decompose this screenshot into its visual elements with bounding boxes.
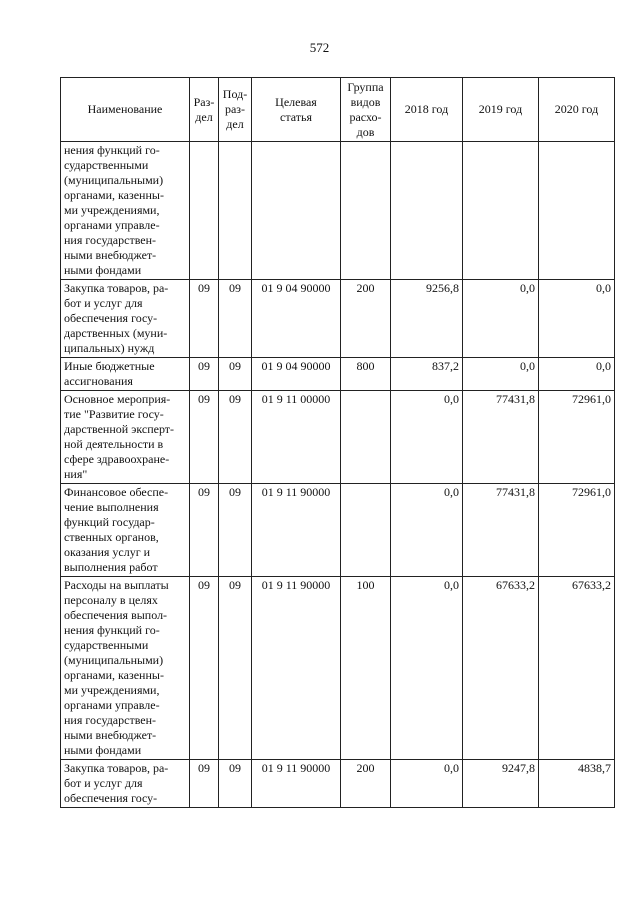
row-group: 200 [341, 280, 391, 358]
row-subsection: 09 [219, 358, 252, 391]
row-target: 01 9 11 90000 [252, 484, 341, 577]
row-2018: 0,0 [391, 760, 463, 808]
row-section: 09 [190, 280, 219, 358]
row-2018: 0,0 [391, 577, 463, 760]
row-2019: 67633,2 [463, 577, 539, 760]
row-2019 [463, 142, 539, 280]
table-row [61, 358, 615, 391]
row-name: нения функций го- сударственными (муниципальными) органами, казенны- ми учреждениями, органами управле- ния государствен- ными внебюджет- ными фондами [61, 142, 190, 280]
row-section: 09 [190, 760, 219, 808]
table-header-row [61, 78, 615, 142]
row-subsection: 09 [219, 280, 252, 358]
page-number: 572 [309, 40, 330, 55]
row-target [252, 142, 341, 280]
row-subsection: 09 [219, 577, 252, 760]
row-2020: 67633,2 [539, 577, 615, 760]
row-target: 01 9 11 00000 [252, 391, 341, 484]
row-2020: 72961,0 [539, 391, 615, 484]
table-row [61, 142, 615, 280]
header-2018: 2018 год [391, 78, 463, 142]
row-2018: 9256,8 [391, 280, 463, 358]
row-section: 09 [190, 577, 219, 760]
row-name: Расходы на выплаты персоналу в целях обеспечения выпол- нения функций го- сударственными (муниципальными) органами, казенны- ми учреждениями, органами управле- ния государствен- ными внебюджет- ными фондами [61, 577, 190, 760]
table-row [61, 391, 615, 484]
header-group: Группа видов расхо- дов [341, 78, 391, 142]
row-section: 09 [190, 358, 219, 391]
table-row [61, 760, 615, 808]
row-2019: 0,0 [463, 280, 539, 358]
row-subsection: 09 [219, 484, 252, 577]
row-2018: 837,2 [391, 358, 463, 391]
row-2018: 0,0 [391, 391, 463, 484]
row-target: 01 9 11 90000 [252, 577, 341, 760]
budget-table [60, 77, 615, 808]
row-group: 100 [341, 577, 391, 760]
table-row [61, 280, 615, 358]
table-row [61, 484, 615, 577]
row-section: 09 [190, 484, 219, 577]
row-2018: 0,0 [391, 484, 463, 577]
row-2020 [539, 142, 615, 280]
row-name: Закупка товаров, ра- бот и услуг для обеспечения госу- дарственных (муни- ципальных) нужд [61, 280, 190, 358]
header-target: Целевая статья [252, 78, 341, 142]
row-2019: 77431,8 [463, 484, 539, 577]
row-name: Финансовое обеспе- чение выполнения функций государ- ственных органов, оказания услуг и выполнения работ [61, 484, 190, 577]
row-subsection: 09 [219, 760, 252, 808]
header-section: Раз- дел [190, 78, 219, 142]
row-2019: 77431,8 [463, 391, 539, 484]
row-group [341, 142, 391, 280]
header-2020: 2020 год [539, 78, 615, 142]
row-subsection: 09 [219, 391, 252, 484]
row-2019: 0,0 [463, 358, 539, 391]
row-2020: 0,0 [539, 358, 615, 391]
table-row [61, 577, 615, 760]
header-subsection: Под- раз- дел [219, 78, 252, 142]
row-subsection [219, 142, 252, 280]
row-section [190, 142, 219, 280]
row-name: Иные бюджетные ассигнования [61, 358, 190, 391]
table-body [61, 142, 615, 808]
row-name: Основное мероприя- тие "Развитие госу- дарственной эксперт- ной деятельности в сфере здравоохране- ния" [61, 391, 190, 484]
row-target: 01 9 04 90000 [252, 280, 341, 358]
header-2019: 2019 год [463, 78, 539, 142]
row-name: Закупка товаров, ра- бот и услуг для обеспечения госу- [61, 760, 190, 808]
row-2020: 4838,7 [539, 760, 615, 808]
row-target: 01 9 04 90000 [252, 358, 341, 391]
row-2019: 9247,8 [463, 760, 539, 808]
row-group: 200 [341, 760, 391, 808]
row-group [341, 484, 391, 577]
header-name: Наименование [61, 78, 190, 142]
row-2020: 0,0 [539, 280, 615, 358]
row-2020: 72961,0 [539, 484, 615, 577]
row-group: 800 [341, 358, 391, 391]
row-target: 01 9 11 90000 [252, 760, 341, 808]
row-2018 [391, 142, 463, 280]
row-section: 09 [190, 391, 219, 484]
row-group [341, 391, 391, 484]
